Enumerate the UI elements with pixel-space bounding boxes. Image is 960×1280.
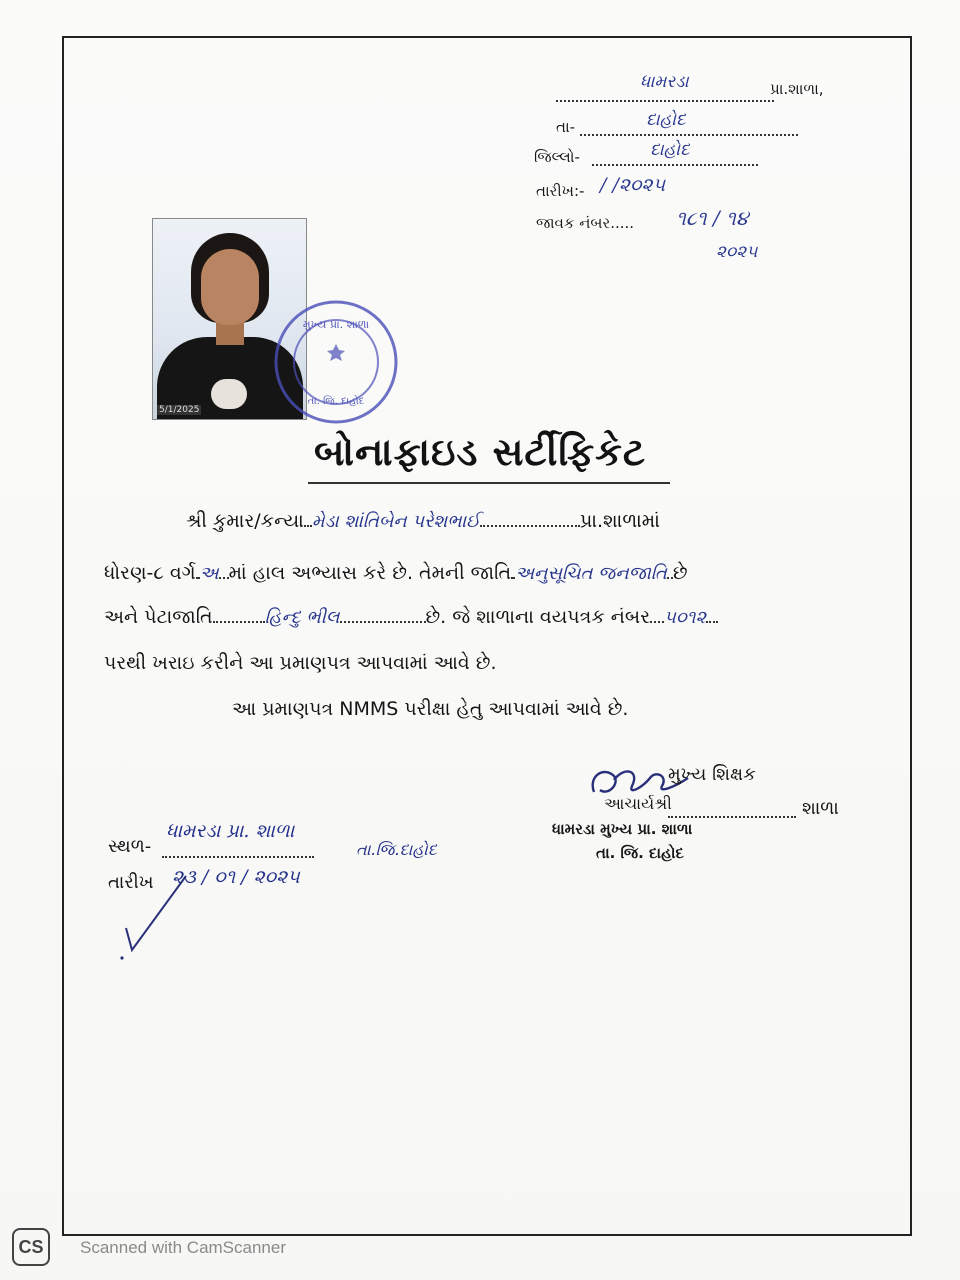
camscanner-logo: CS — [12, 1228, 50, 1266]
caste-prefix: માં હાલ અભ્યાસ કરે છે. તેમની જાતિ — [228, 562, 512, 584]
body-line-1 — [186, 510, 660, 532]
school-round-stamp — [270, 292, 402, 434]
district-label: જિલ્લો- — [534, 148, 580, 166]
body-line-3 — [104, 606, 718, 628]
place-label: સ્થળ- — [108, 836, 152, 857]
class-prefix: ધોરણ-૮ વર્ગ — [104, 562, 196, 584]
body-line-5: આ પ્રમાણપત્ર NMMS પરીક્ષા હેતુ આપવામાં આવે છે. — [232, 698, 629, 720]
place-dotted-line — [162, 856, 314, 858]
signature-stamp-line-2: તા. જિ. દાહોદ — [596, 844, 684, 862]
verification-tick-mark — [116, 870, 196, 960]
class-division-handwritten: અ — [199, 563, 219, 584]
taluka-label: તા- — [556, 118, 576, 136]
place-handwritten: ધામરડા પ્રા. શાળા — [166, 820, 295, 842]
signatory-title-headmaster: મુખ્ય શિક્ષક — [668, 764, 756, 785]
stamp-top-text: મુખ્ય પ્રા. શાળા — [302, 318, 370, 331]
certificate-border — [62, 36, 912, 1236]
signature-stamp-line-1: ધામરડા મુખ્ય પ્રા. શાળા — [552, 820, 693, 838]
inward-number-handwritten: ૧૮૧ / ૧૪ — [676, 206, 749, 230]
subcaste-prefix: અને પેટાજાતિ — [104, 606, 213, 628]
signatory-title-principal: આચાર્યશ્રી — [604, 794, 672, 813]
signature-school-suffix: શાળા — [802, 798, 839, 819]
certificate-title: બોનાફાઇડ સર્ટીફિકેટ — [313, 430, 647, 474]
photo-face — [201, 249, 259, 325]
school-suffix: પ્રા.શાળામાં — [580, 510, 660, 532]
taluka-dotted-line — [580, 134, 798, 136]
inward-number-label: જાવક નંબર..... — [536, 214, 635, 232]
inward-year-handwritten: ૨૦૨૫ — [716, 242, 758, 262]
district-dotted-line — [592, 164, 758, 166]
district-handwritten: દાહોદ — [650, 140, 690, 160]
photo-caption: 5/1/2025 — [159, 405, 200, 415]
taluka-handwritten: દાહોદ — [646, 110, 686, 130]
student-name-handwritten: મેડા શાંતિબેન પરેશભાઈ — [311, 511, 480, 532]
body-line-4: પરથી ખરાઇ કરીને આ પ્રમાણપત્ર આપવામાં આવે છે. — [104, 652, 497, 674]
school-name-handwritten: ધામરડા — [640, 72, 689, 92]
date-handwritten: / /૨૦૨૫ — [600, 174, 666, 196]
school-label: પ્રા.શાળા, — [770, 80, 824, 98]
footer-date-handwritten: ૨૩ / ૦૧ / ૨૦૨૫ — [172, 866, 300, 888]
body-line-2 — [104, 562, 688, 584]
student-prefix: શ્રી કુમાર/કન્યા — [186, 510, 304, 532]
photo-shirt-print — [211, 379, 247, 409]
stamp-bottom-text: તા. જિ. દાહોદ — [307, 396, 365, 407]
footer-date-label: તારીખ — [108, 872, 154, 893]
caste-handwritten: અનુસૂચિત જનજાતિ — [515, 563, 667, 584]
title-underline — [308, 482, 670, 484]
register-prefix: છે. જે શાળાના વયપત્રક નંબર — [425, 606, 651, 628]
date-label: તારીખ:- — [536, 182, 585, 200]
signature-dotted-line — [668, 816, 796, 818]
school-dotted-line — [556, 100, 774, 102]
register-number-handwritten: ૫૦૧૨ — [664, 607, 707, 628]
place-handwritten-taluka: તા.જિ.દાહોદ — [356, 840, 437, 859]
camscanner-watermark: Scanned with CamScanner — [80, 1238, 287, 1257]
caste-suffix: છે — [672, 562, 688, 584]
subcaste-handwritten: હિન્દુ ભીલ — [264, 607, 340, 628]
